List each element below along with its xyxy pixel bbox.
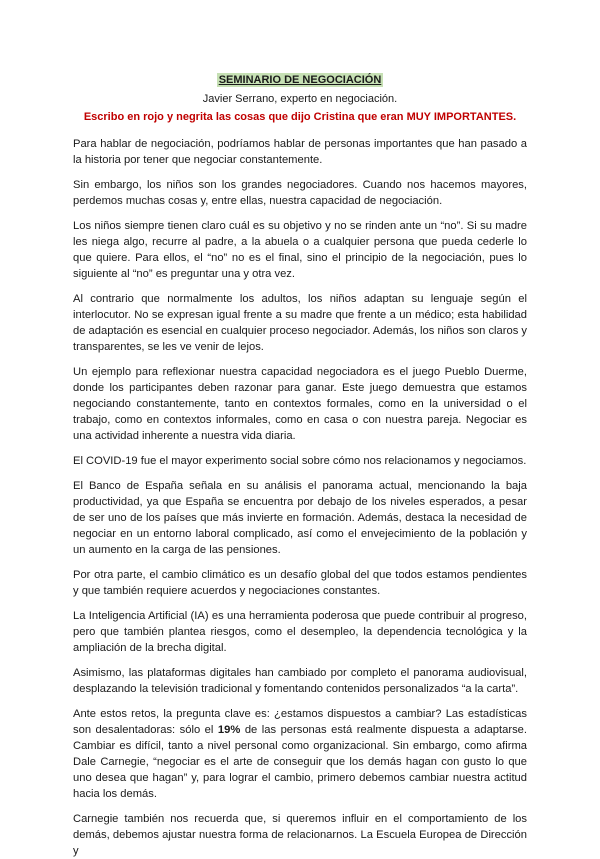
- paragraph-9: La Inteligencia Artificial (IA) es una herramienta poderosa que puede contribuir al progreso, pero que también plantea riesgos, como el desempleo, la dependencia tecnológica y la ampliación de la brecha digital.: [73, 610, 527, 654]
- paragraph-7: El Banco de España señala en su análisis el panorama actual, mencionando la baja productividad, ya que España se encuentra por debajo de los niveles esperados, a pesar de ser uno de los países que más invierte en formación. Además, destaca la necesidad de negociar en un entorno laboral complicado, así como el envejecimiento de la población y un aumento en la carga de las pensiones.: [73, 480, 527, 556]
- paragraph-6: El COVID-19 fue el mayor experimento social sobre cómo nos relacionamos y negociamos.: [73, 455, 527, 467]
- paragraph-10: Asimismo, las plataformas digitales han cambiado por completo el panorama audiovisual, desplazando la televisión tradicional y fomentando contenidos personalizados “a la carta”.: [73, 667, 527, 695]
- important-note: Escribo en rojo y negrita las cosas que dijo Cristina que eran MUY IMPORTANTES.: [83, 111, 517, 123]
- document-header: [73, 70, 527, 124]
- paragraph-11-part-b: de las personas está realmente dispuesta a adaptarse. Cambiar es difícil, tanto a nivel personal como organizacional. Sin embargo, como afirma Dale Carnegie, “negociar es el arte de conseguir que los demás hagan con gusto lo que uno desea que hagan” y, para lograr el cambio, primero debemos cambiar nuestra actitud hacia los demás.: [73, 724, 527, 800]
- document-author: Javier Serrano, experto en negociación.: [202, 93, 398, 105]
- paragraph-3: Los niños siempre tienen claro cuál es su objetivo y no se rinden ante un “no”. Si su madre les niega algo, recurre al padre, a la abuela o a cualquier persona que pueda cederle lo que quiere. Para ellos, el “no” no es el final, sino el principio de la negociación, pues lo siguiente al “no” es preguntar una y otra vez.: [73, 220, 527, 280]
- paragraph-11: [73, 706, 527, 802]
- paragraph-2: Sin embargo, los niños son los grandes negociadores. Cuando nos hacemos mayores, perdemos muchas cosas y, entre ellas, nuestra capacidad de negociación.: [73, 179, 527, 207]
- paragraph-11-part-a: Ante estos retos, la pregunta clave es: ¿estamos dispuestos a cambiar? Las estadísticas son desalentadoras: sólo el: [73, 708, 527, 736]
- document-title: SEMINARIO DE NEGOCIACIÓN: [218, 74, 382, 86]
- statistic-highlight: 19%: [217, 724, 241, 736]
- document-body: [73, 136, 527, 859]
- paragraph-1: Para hablar de negociación, podríamos hablar de personas importantes que han pasado a la historia por tener que negociar constantemente.: [73, 138, 527, 166]
- paragraph-8: Por otra parte, el cambio climático es un desafío global del que todos estamos pendientes y que también requiere acuerdos y negociaciones constantes.: [73, 569, 527, 597]
- paragraph-12: Carnegie también nos recuerda que, si queremos influir en el comportamiento de los demás, debemos ajustar nuestra forma de relacionarnos. La Escuela Europea de Dirección y: [73, 813, 527, 857]
- paragraph-5: Un ejemplo para reflexionar nuestra capacidad negociadora es el juego Pueblo Duerme, donde los participantes deben razonar para ganar. Este juego demuestra que estamos negociando constantemente, tanto en contextos formales, como en la universidad o el trabajo, como en contextos informales, como en casa o con nuestra pareja. Negociar es una actividad inherente a nuestra vida diaria.: [73, 366, 527, 442]
- paragraph-4: Al contrario que normalmente los adultos, los niños adaptan su lenguaje según el interlocutor. No se expresan igual frente a su madre que frente a un médico; esta habilidad de adaptación es esencial en cualquier proceso negociador. Además, los niños son claros y transparentes, se les ve venir de lejos.: [73, 293, 527, 353]
